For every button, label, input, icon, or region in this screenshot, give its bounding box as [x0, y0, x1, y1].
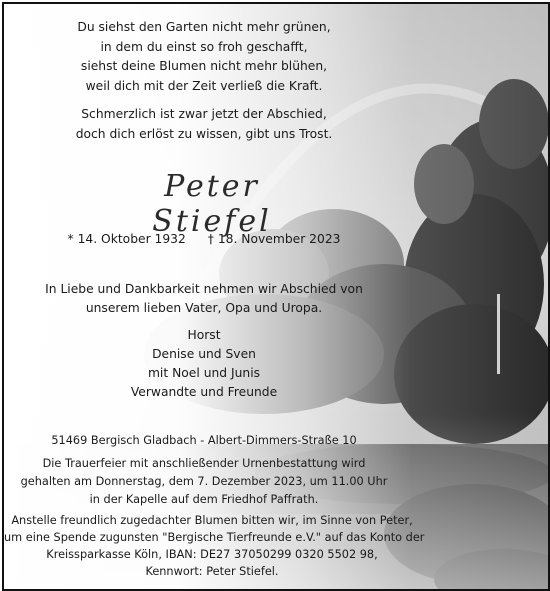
mourner-line: mit Noel und Junis: [147, 366, 261, 380]
poem-stanza-2: [4, 105, 404, 144]
ceremony-line: Die Trauerfeier mit anschließender Urnenbestattung wird: [42, 457, 366, 470]
poem-stanza-1: [4, 18, 404, 96]
donation-line: Anstelle freundlich zugedachter Blumen bitten wir, im Sinne von Peter,: [11, 514, 413, 527]
mourners-list: [4, 326, 404, 402]
obituary-notice: [2, 2, 550, 591]
farewell-text: [4, 280, 404, 318]
ceremony-info: [4, 455, 404, 509]
poem-line: Schmerzlich ist zwar jetzt der Abschied,: [81, 107, 327, 121]
ceremony-line: in der Kapelle auf dem Friedhof Paffrath.: [89, 493, 319, 506]
donation-line: Kreissparkasse Köln, IBAN: DE27 37050299 0320 5502 98,: [46, 548, 378, 561]
donation-line: um eine Spende zugunsten "Bergische Tierfreunde e.V." auf das Konto der: [4, 531, 425, 544]
address: 51469 Bergisch Gladbach - Albert-Dimmers-Straße 10: [51, 434, 357, 447]
poem-line: Du siehst den Garten nicht mehr grünen,: [77, 20, 331, 34]
poem-line: doch dich erlöst zu wissen, gibt uns Trost.: [75, 126, 333, 141]
farewell-line: unserem lieben Vater, Opa und Uropa.: [85, 301, 323, 315]
mourner-line: Verwandte und Freunde: [130, 385, 278, 399]
death-date: † 18. November 2023: [207, 232, 341, 246]
birth-date: * 14. Oktober 1932: [67, 232, 186, 246]
life-dates: [4, 232, 404, 246]
deceased-name: Peter Stiefel: [152, 169, 272, 239]
mourner-line: Denise und Sven: [152, 347, 256, 361]
ceremony-line: gehalten am Donnerstag, dem 7. Dezember 2023, um 11.00 Uhr: [20, 475, 388, 488]
poem-line: siehst deine Blumen nicht mehr blühen,: [80, 59, 328, 73]
donation-request: [4, 512, 425, 580]
mourner-line: Horst: [187, 328, 221, 342]
poem-line: in dem du einst so froh geschafft,: [100, 39, 308, 54]
donation-line: Kennwort: Peter Stiefel.: [145, 565, 279, 578]
poem-line: weil dich mit der Zeit verließ die Kraft.: [85, 78, 323, 93]
farewell-line: In Liebe und Dankbarkeit nehmen wir Abschied von: [45, 282, 363, 296]
